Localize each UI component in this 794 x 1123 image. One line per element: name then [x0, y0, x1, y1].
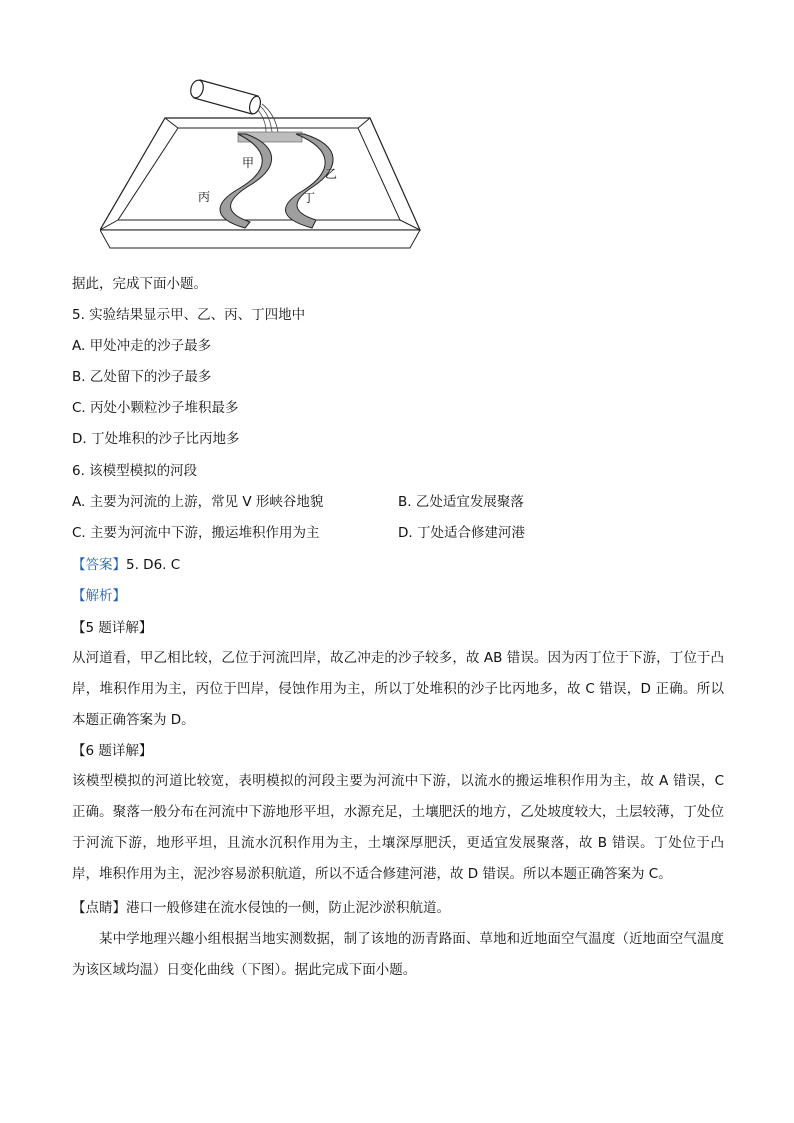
intro-text: 据此，完成下面小题。 [72, 276, 207, 292]
q5-option-a: A. 甲处冲走的沙子最多 [72, 338, 212, 354]
detail5-text: 从河道看，甲乙相比较，乙位于河流凹岸，故乙冲走的沙子较多，故 AB 错误。因为丙丁位于下游，丁位于凸岸，堆积作用为主，丙位于凹岸，侵蚀作用为主，所以丁处堆积的沙子比丙地多，故 C 错误，D 正确。所以本题正确答案为 D。 [72, 650, 724, 728]
q6-option-b: B. 乙处适宜发展聚落 [398, 494, 524, 510]
tip-line [72, 898, 450, 918]
label-bing: 丙 [198, 190, 211, 204]
analysis-label: 【解析】 [72, 588, 126, 604]
q5-option-b: B. 乙处留下的沙子最多 [72, 369, 212, 385]
q5-option-d: D. 丁处堆积的沙子比丙地多 [72, 431, 240, 447]
q5-option-c: C. 丙处小颗粒沙子堆积最多 [72, 400, 239, 416]
detail6-text: 该模型模拟的河道比较宽，表明模拟的河段主要为河流中下游，以流水的搬运堆积作用为主，故 A 错误，C 正确。聚落一般分布在河流中下游地形平坦，水源充足，土壤肥沃的地方，乙处坡度较大，土层较薄，丁处位于河流下游，地形平坦，且流水沉积作用为主，土壤深厚肥沃，更适宜发展聚落，故 B 错误。丁处位于凸岸，堆积作用为主，泥沙容易淤积航道，所以不适合修建河港，故 D 错误。所以本题正确答案为 C。 [72, 773, 724, 882]
q6-option-a: A. 主要为河流的上游，常见 V 形峡谷地貌 [72, 494, 324, 510]
detail6-heading: 【6 题详解】 [72, 743, 153, 759]
q6-option-d: D. 丁处适合修建河港 [398, 525, 525, 541]
answer-text: 5. D6. C [126, 557, 181, 573]
analysis-line [72, 586, 126, 606]
tip-label: 【点睛】 [72, 900, 126, 916]
label-ding: 丁 [303, 191, 316, 205]
tip-text: 港口一般修建在流水侵蚀的一侧，防止泥沙淤积航道。 [126, 900, 450, 916]
answer-line [72, 555, 180, 575]
next-question-intro: 某中学地理兴趣小组根据当地实测数据，制了该地的沥青路面、草地和近地面空气温度（近地面空气温度为该区域均温）日变化曲线（下图）。据此完成下面小题。 [72, 931, 724, 978]
label-yi: 乙 [325, 167, 338, 181]
answer-label: 【答案】 [72, 557, 126, 573]
detail5-heading: 【5 题详解】 [72, 620, 153, 636]
q5-stem: 5. 实验结果显示甲、乙、丙、丁四地中 [72, 307, 306, 323]
label-jia: 甲 [242, 156, 255, 170]
q6-stem: 6. 该模型模拟的河段 [72, 463, 198, 479]
q6-option-c: C. 主要为河流中下游，搬运堆积作用为主 [72, 525, 320, 541]
river-model-figure [100, 70, 430, 265]
tray-front [100, 230, 420, 248]
